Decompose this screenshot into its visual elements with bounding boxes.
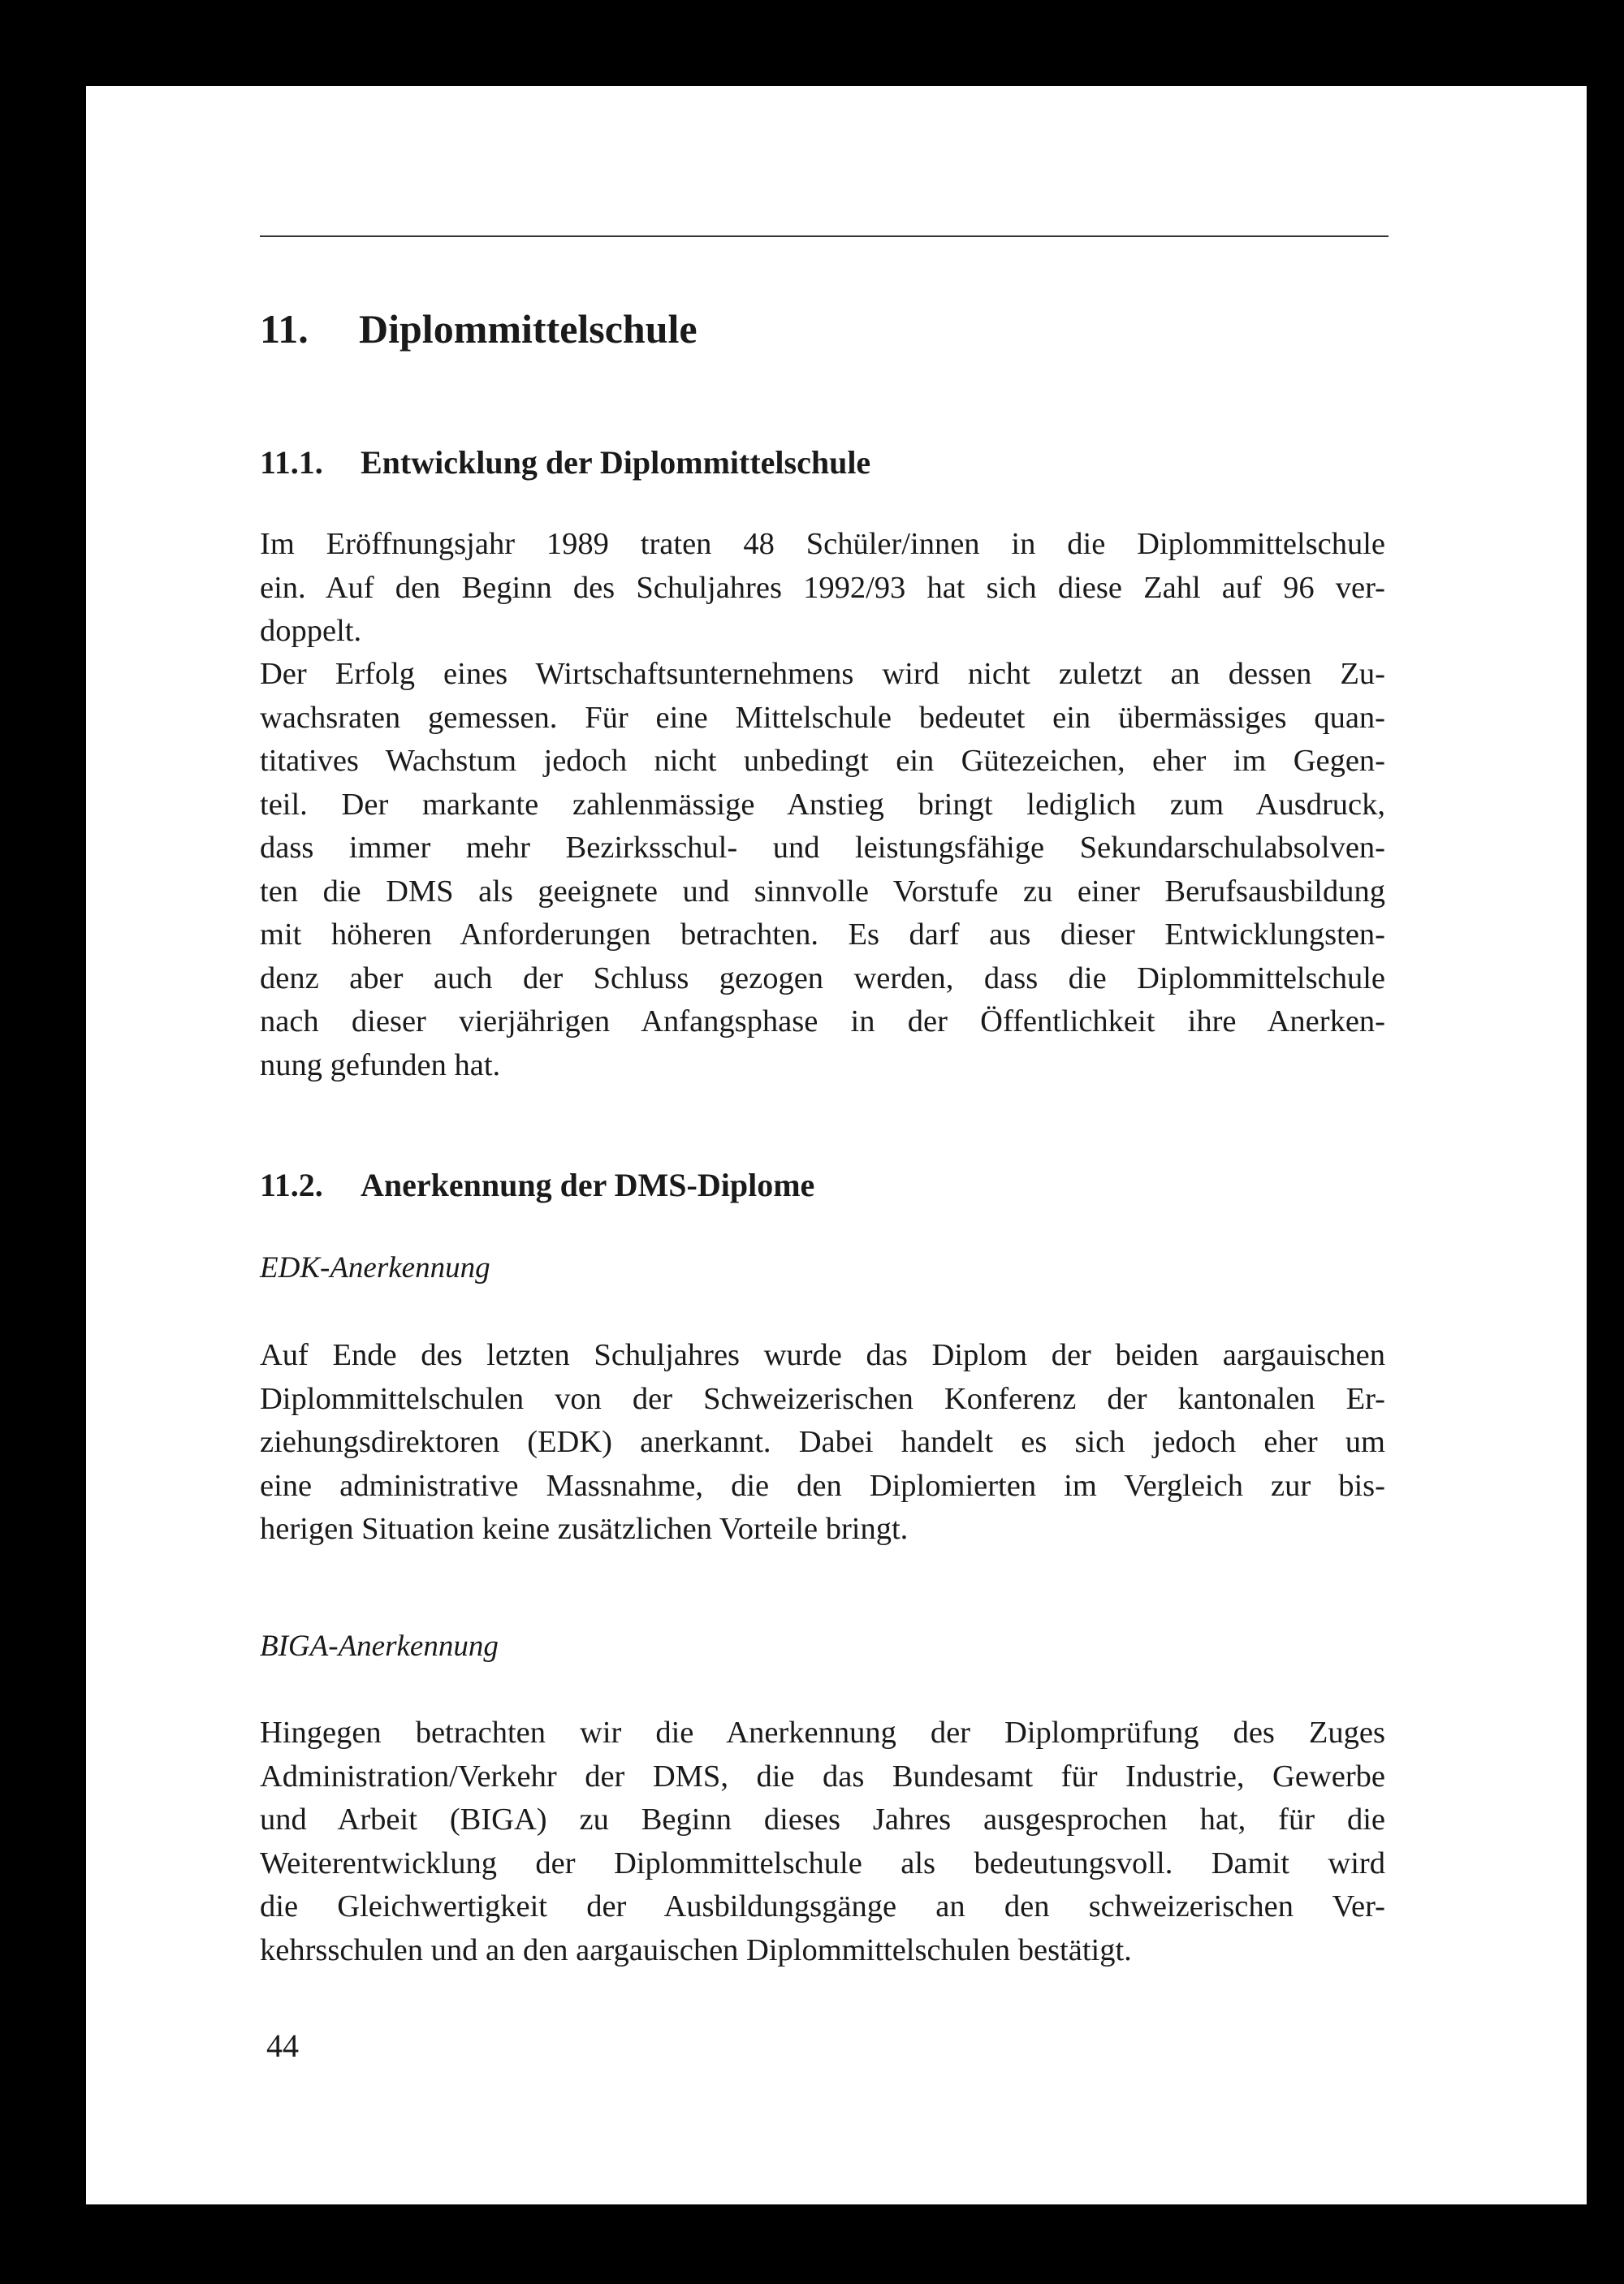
subheading-edk: EDK-Anerkennung	[260, 1251, 490, 1284]
paragraph-enrollment	[260, 523, 1385, 654]
text-line: Auf Ende des letzten Schuljahres wurde das Diplom der beiden aargauischen	[260, 1338, 1385, 1372]
section-number: 11.2.	[260, 1167, 323, 1203]
text-line: teil. Der markante zahlenmässige Anstieg bringt lediglich zum Ausdruck,	[260, 787, 1385, 822]
chapter-title: Diplommittelschule	[359, 306, 698, 352]
text-line: ziehungsdirektoren (EDK) anerkannt. Dabei handelt es sich jedoch eher um	[260, 1425, 1385, 1459]
header-rule	[260, 235, 1389, 237]
section-heading-11-2	[260, 1166, 814, 1204]
text-line: ten die DMS als geeignete und sinnvolle Vorstufe zu einer Berufsausbildung	[260, 874, 1385, 909]
text-line: doppelt.	[260, 614, 362, 648]
paragraph-edk	[260, 1334, 1385, 1552]
text-line: mit höheren Anforderungen betrachten. Es darf aus dieser Entwicklungsten-	[260, 917, 1385, 952]
text-line: herigen Situation keine zusätzlichen Vorteile bringt.	[260, 1512, 909, 1546]
text-line: nach dieser vierjährigen Anfangsphase in der Öffentlichkeit ihre Anerken-	[260, 1004, 1385, 1038]
text-line: Weiterentwicklung der Diplommittelschule als bedeutungsvoll. Damit wird	[260, 1846, 1385, 1880]
subheading-biga: BIGA-Anerkennung	[260, 1630, 499, 1663]
chapter-number: 11.	[260, 306, 309, 352]
text-line: wachsraten gemessen. Für eine Mittelschule bedeutet ein übermässiges quan-	[260, 700, 1385, 735]
text-line: die Gleichwertigkeit der Ausbildungsgänge an den schweizerischen Ver-	[260, 1889, 1385, 1923]
chapter-heading	[260, 305, 698, 352]
text-line: nung gefunden hat.	[260, 1047, 501, 1082]
section-title: Entwicklung der Diplommittelschule	[361, 444, 871, 481]
text-line: dass immer mehr Bezirksschul- und leistungsfähige Sekundarschulabsolven-	[260, 831, 1385, 865]
text-line: Administration/Verkehr der DMS, die das Bundesamt für Industrie, Gewerbe	[260, 1759, 1385, 1794]
section-title: Anerkennung der DMS-Diplome	[361, 1167, 815, 1203]
text-line: und Arbeit (BIGA) zu Beginn dieses Jahres ausgesprochen hat, für die	[260, 1803, 1385, 1837]
paragraph-biga	[260, 1712, 1385, 1972]
text-line: ein. Auf den Beginn des Schuljahres 1992/93 hat sich diese Zahl auf 96 ver-	[260, 570, 1385, 605]
text-line: Diplommittelschulen von der Schweizerischen Konferenz der kantonalen Er-	[260, 1381, 1385, 1416]
text-line: Hingegen betrachten wir die Anerkennung der Diplomprüfung des Zuges	[260, 1716, 1385, 1750]
paragraph-growth	[260, 653, 1385, 1087]
section-number: 11.1.	[260, 444, 323, 481]
text-line: Der Erfolg eines Wirtschaftsunternehmens wird nicht zuletzt an dessen Zu-	[260, 657, 1385, 691]
section-heading-11-1	[260, 443, 870, 481]
text-line: Im Eröffnungsjahr 1989 traten 48 Schüler/innen in die Diplommittelschule	[260, 527, 1385, 561]
text-line: denz aber auch der Schluss gezogen werden, dass die Diplommittelschule	[260, 961, 1385, 995]
document-page	[86, 86, 1587, 2204]
text-line: eine administrative Massnahme, die den Diplomierten im Vergleich zur bis-	[260, 1468, 1385, 1503]
text-line: kehrsschulen und an den aargauischen Diplommittelschulen bestätigt.	[260, 1932, 1132, 1967]
page-number: 44	[266, 2027, 299, 2064]
text-line: titatives Wachstum jedoch nicht unbedingt ein Gütezeichen, eher im Gegen-	[260, 744, 1385, 778]
